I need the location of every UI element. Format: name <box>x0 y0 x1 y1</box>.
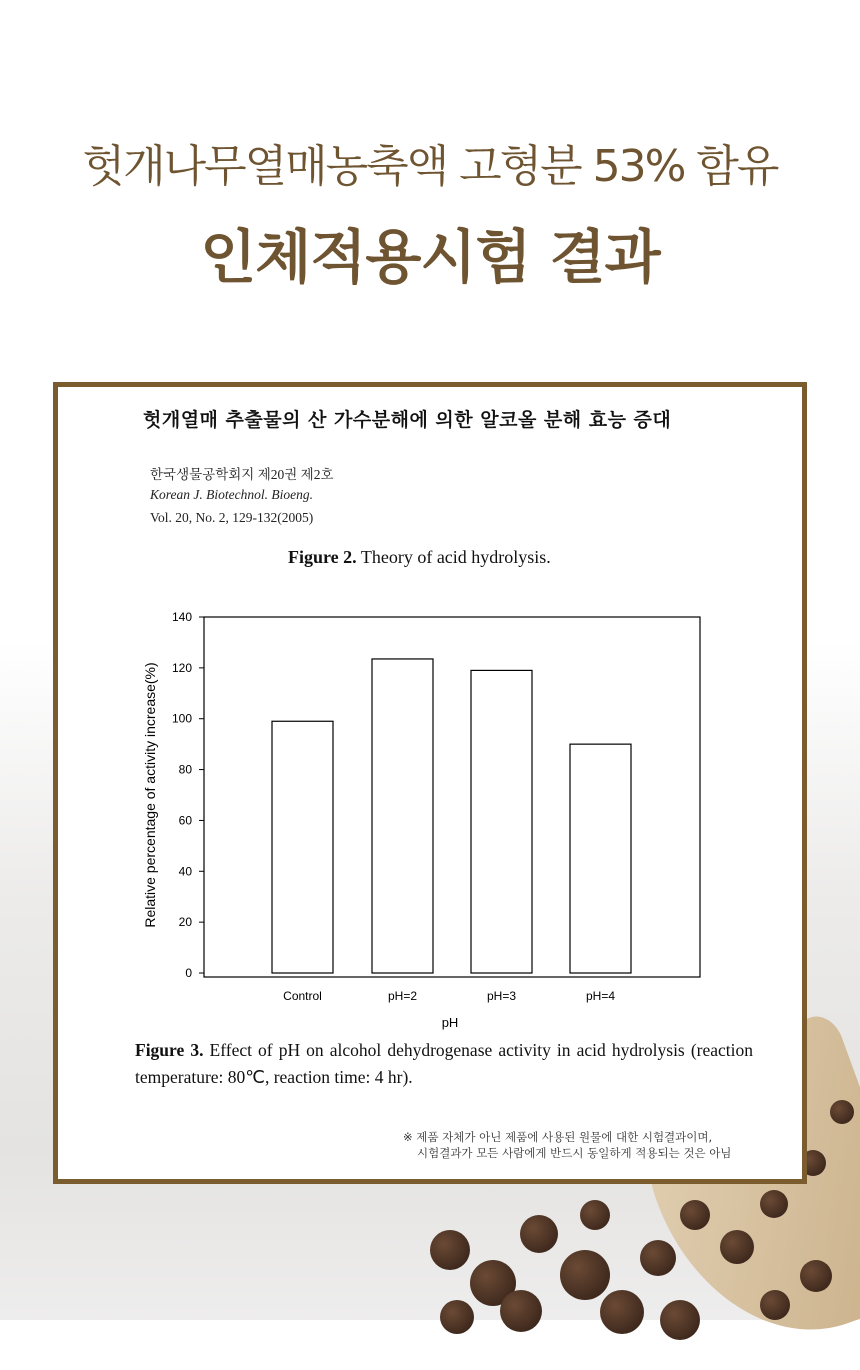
spice-berry <box>640 1240 676 1276</box>
figure3-caption <box>135 1037 753 1091</box>
spice-berry <box>660 1300 700 1340</box>
x-tick-label: pH=2 <box>387 989 418 1003</box>
spice-berry <box>580 1200 610 1230</box>
spice-berry <box>500 1290 542 1332</box>
y-tick-label: 120 <box>171 660 192 675</box>
y-tick-label: 60 <box>178 813 192 828</box>
note-line-1: ※ 제품 자체가 아닌 제품에 사용된 원물에 대한 시험결과이며, <box>403 1130 713 1144</box>
journal-volume: Vol. 20, No. 2, 129-132(2005) <box>150 510 314 525</box>
disclaimer-note <box>403 1129 731 1161</box>
spice-berry <box>720 1230 754 1264</box>
figure2-label: Figure 2. <box>288 547 357 567</box>
paper-frame <box>53 382 807 1184</box>
y-tick-label: 40 <box>178 864 192 879</box>
y-tick-label: 20 <box>178 915 192 930</box>
spice-berry <box>760 1290 790 1320</box>
spice-berry <box>760 1190 788 1218</box>
x-tick-label: Control <box>283 989 322 1003</box>
note-line-2: 시험결과가 모든 사람에게 반드시 동일하게 적용되는 것은 아님 <box>417 1146 732 1160</box>
headline-product: 헛개나무열매농축액 고형분 53% 함유 <box>82 141 778 192</box>
figure3-text: Effect of pH on alcohol dehydrogenase activity in acid hydrolysis (reaction temperature: 80℃, reaction time: 4 hr). <box>135 1040 754 1087</box>
x-tick-label: pH=3 <box>486 989 517 1003</box>
bar-pH=3 <box>471 670 532 973</box>
headline-title: 인체적용시험 결과 <box>200 223 660 291</box>
bar-pH=2 <box>372 659 433 973</box>
spice-berry <box>560 1250 610 1300</box>
spice-berry <box>830 1100 854 1124</box>
figure3-label: Figure 3. <box>135 1040 204 1060</box>
spice-berry <box>680 1200 710 1230</box>
figure2-text: Theory of acid hydrolysis. <box>356 547 551 567</box>
spice-berry <box>520 1215 558 1253</box>
spice-berry <box>430 1230 470 1270</box>
x-axis-label: pH <box>441 1015 459 1030</box>
bar-Control <box>272 721 333 973</box>
x-tick-label: pH=4 <box>585 989 616 1003</box>
y-tick-label: 0 <box>185 966 192 980</box>
y-tick-label: 80 <box>178 762 192 777</box>
y-axis-label: Relative percentage of activity increase(%) <box>142 662 158 928</box>
journal-korean: 한국생물공학회지 제20권 제2호 <box>150 467 334 482</box>
spice-berry <box>600 1290 644 1334</box>
paper-title: 헛개열매 추출물의 산 가수분해에 의한 알코올 분해 효능 증대 <box>143 409 672 431</box>
journal-english: Korean J. Biotechnol. Bioeng. <box>150 487 313 502</box>
bar-chart <box>58 387 802 1047</box>
y-tick-label: 100 <box>171 711 192 726</box>
y-tick-label: 140 <box>171 610 192 624</box>
spice-berry <box>440 1300 474 1334</box>
spice-berry <box>800 1260 832 1292</box>
bar-pH=4 <box>570 744 631 973</box>
